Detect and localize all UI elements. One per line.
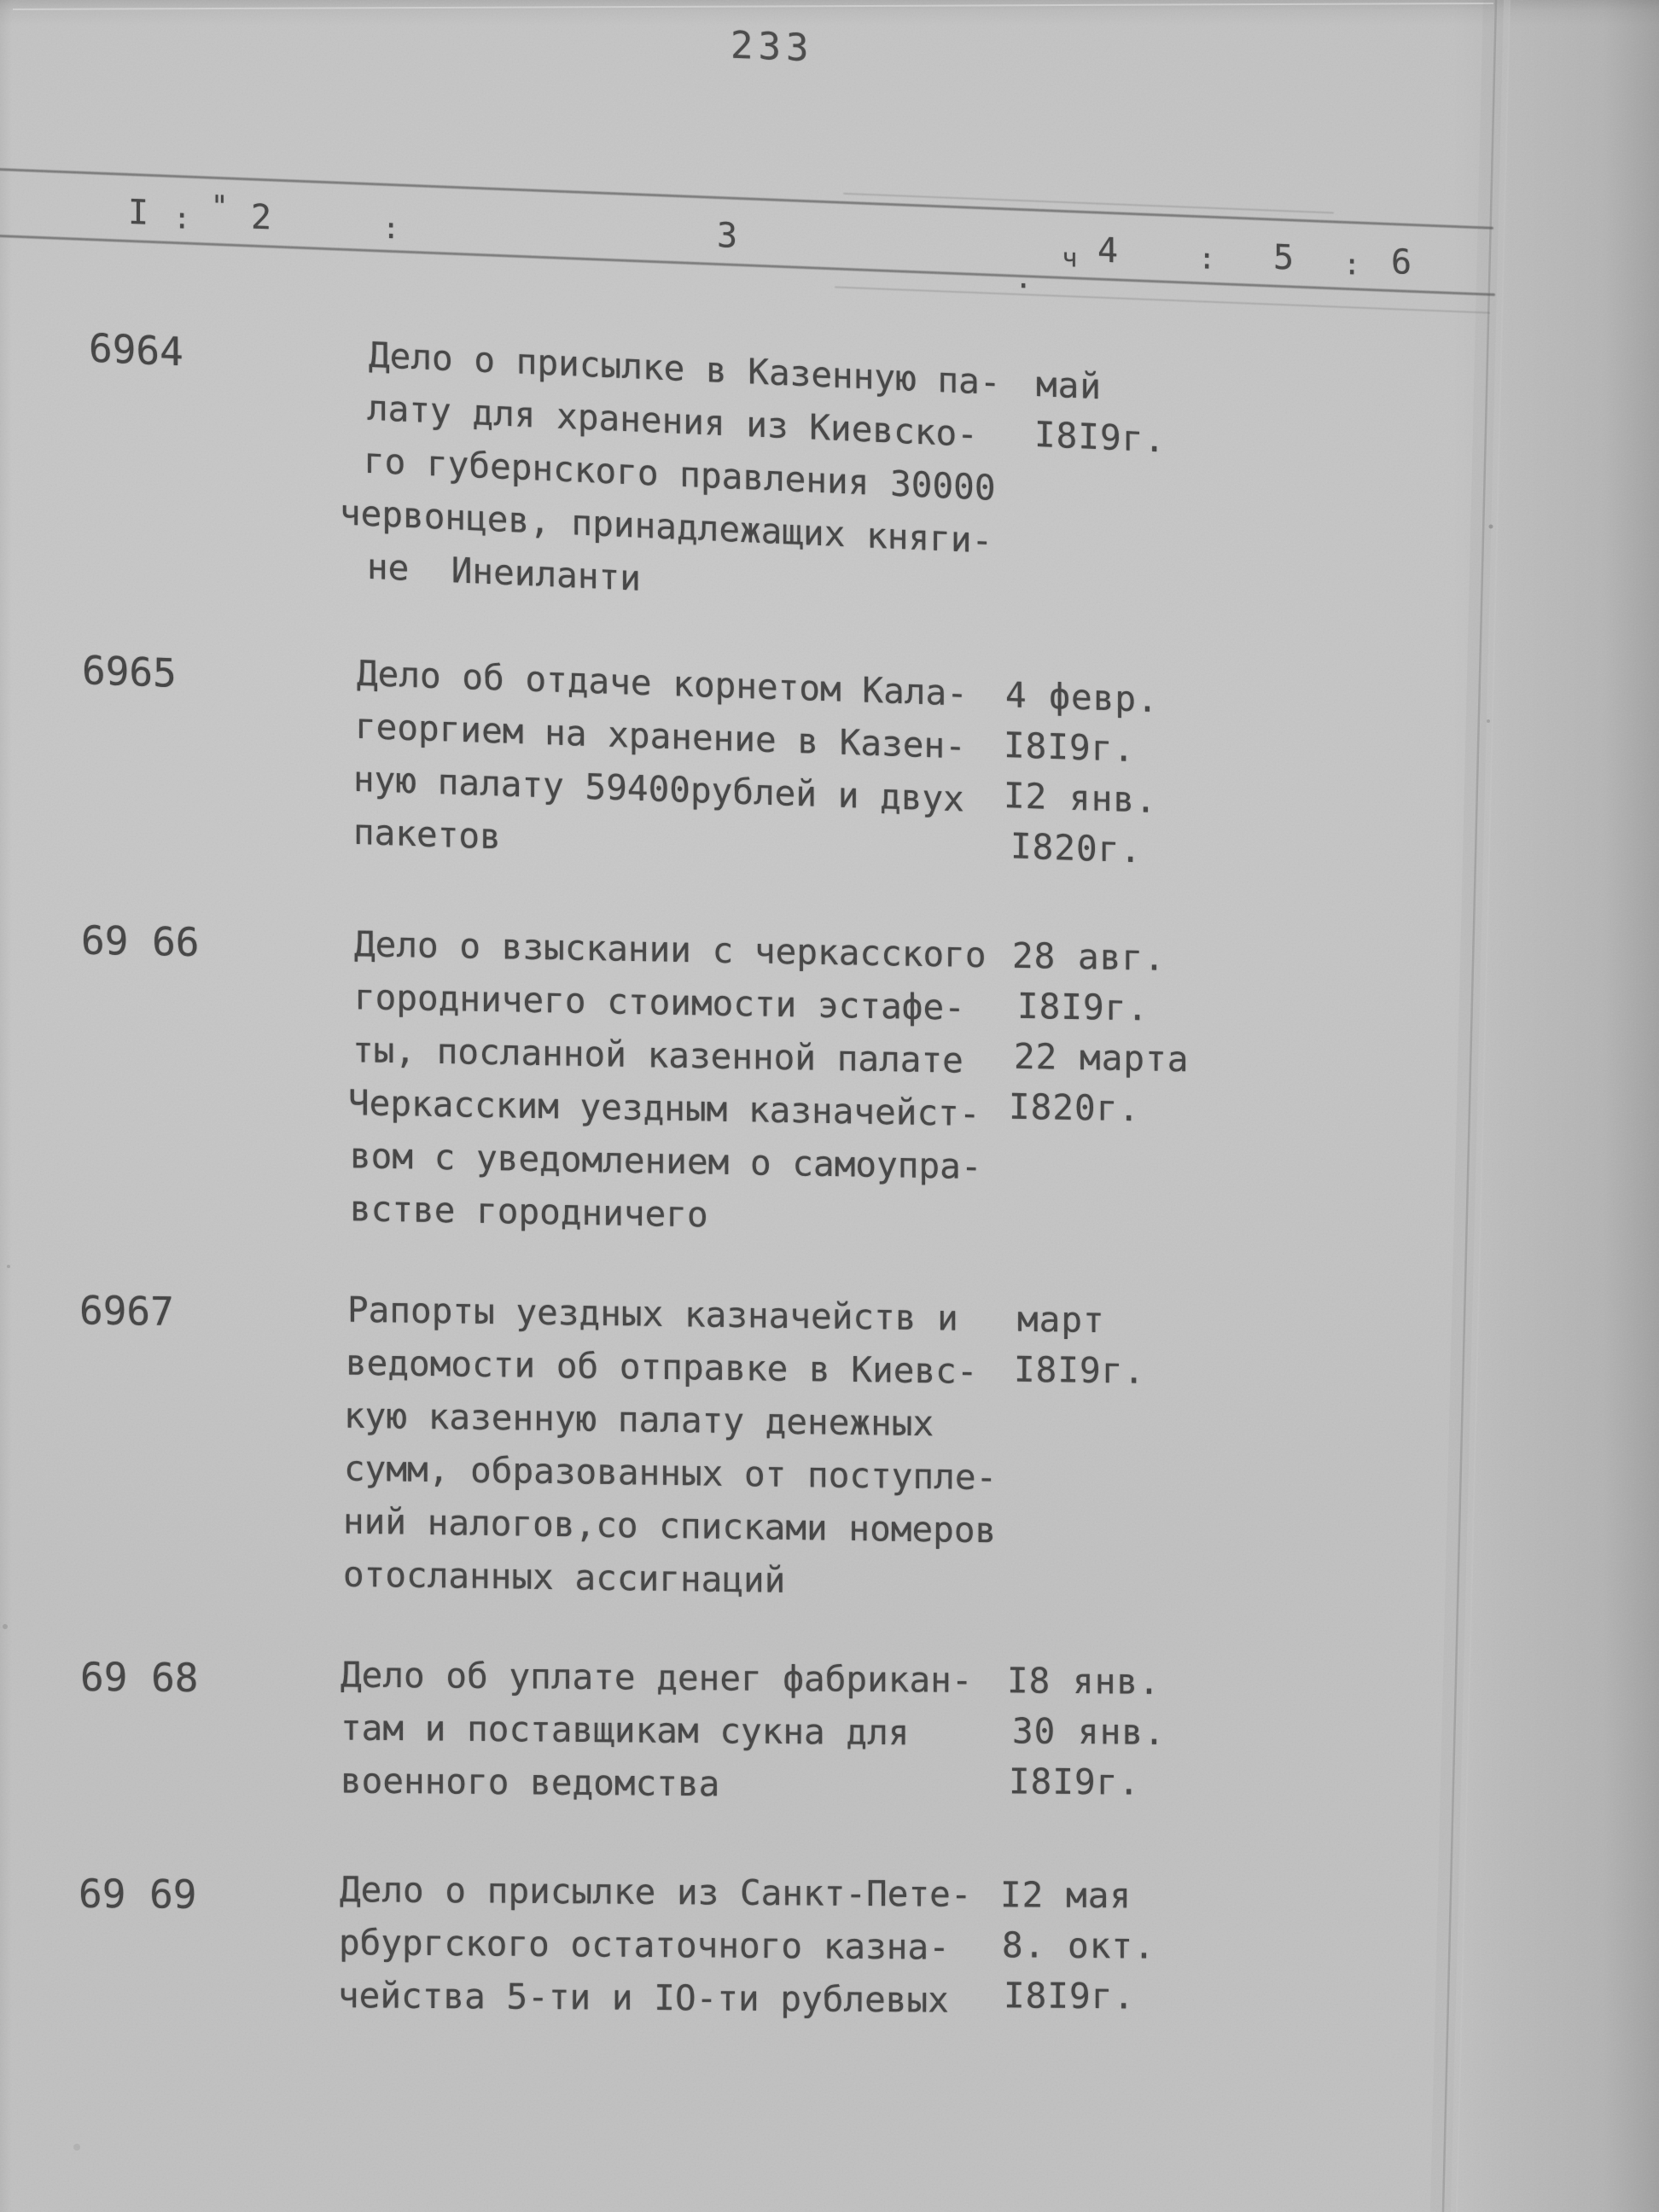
- entry-text-line: военного ведомства: [341, 1760, 720, 1805]
- entry-text-line: червонцев, принадлежащих княги-: [340, 492, 993, 562]
- inventory-entry: [0, 1866, 1659, 2021]
- entry-date-line: I820г.: [1009, 1086, 1141, 1130]
- entry-text-line: там и поставщикам сукна для: [341, 1707, 910, 1754]
- column-header-3: 3: [717, 216, 738, 256]
- entry-date-line: 22 марта: [1014, 1035, 1190, 1080]
- entry-text-line: Дело о присылке в Казенную па-: [369, 334, 1001, 404]
- entry-text-line: рбургского остаточного казна-: [339, 1922, 950, 1968]
- column-divider-icon: :: [173, 201, 191, 236]
- entry-date-line: I8I9г.: [1009, 1761, 1141, 1803]
- paper-speck: [1489, 525, 1493, 529]
- entry-date-line: I8I9г.: [1004, 1975, 1136, 2017]
- entry-date-line: I2 янв.: [1004, 775, 1157, 821]
- entry-number: 69 69: [79, 1870, 197, 1918]
- inventory-entry: [0, 1651, 1659, 1805]
- paper-speck: [73, 2144, 80, 2151]
- entry-date-line: I2 мая: [1000, 1874, 1132, 1917]
- entry-text-line: Черкасским уездным казначейст-: [348, 1082, 981, 1135]
- entry-date-line: I8I9г.: [1004, 725, 1136, 771]
- entry-date-line: I8 янв.: [1007, 1660, 1161, 1703]
- entry-text-line: кую казенную палату денежных: [344, 1394, 934, 1445]
- column-header-5: 5: [1273, 237, 1295, 278]
- entry-text-line: ную палату 59400рублей и двух: [353, 758, 964, 820]
- entry-text-line: городничего стоимости эстафе-: [354, 976, 965, 1028]
- column-header-6: 6: [1391, 242, 1412, 282]
- entry-text-line: вом с уведомлением о самоупра-: [350, 1135, 982, 1188]
- entry-text-line: ний налогов,со списками номеров: [343, 1500, 997, 1551]
- entry-text-line: не Инеиланти: [367, 545, 641, 599]
- entry-text-line: Дело об отдаче корнетом Кала-: [357, 652, 968, 714]
- column-divider-ch-icon: ч .: [1014, 242, 1078, 296]
- entry-text-line: го губернского правления 30000: [364, 439, 996, 509]
- column-divider-quote-icon: ": [211, 189, 229, 224]
- paper-speck: [3, 1624, 8, 1629]
- inventory-entry: [0, 1284, 1659, 1601]
- entry-date-line: 8. окт.: [1002, 1924, 1155, 1967]
- entry-number: 6967: [79, 1287, 174, 1335]
- header-rule-bottom: [0, 235, 1495, 296]
- paper-speck: [7, 1265, 10, 1268]
- entry-text-line: сумм, образованных от поступле-: [344, 1447, 998, 1499]
- entry-date-line: 4 февр.: [1005, 674, 1159, 721]
- entry-text-line: ты, посланной казенной палате: [352, 1029, 963, 1081]
- column-header-1: I: [128, 192, 149, 233]
- paper-speck: [1487, 719, 1490, 723]
- entry-number: 6964: [89, 324, 183, 375]
- column-divider-icon: :: [1343, 247, 1361, 282]
- entry-number: 69 66: [81, 917, 200, 966]
- entry-number: 69 68: [80, 1653, 199, 1702]
- entry-text-line: ведомости об отправке в Киевс-: [346, 1342, 978, 1392]
- entry-date-line: март: [1017, 1298, 1105, 1342]
- inventory-entry: [0, 917, 1659, 1236]
- entry-text-line: Дело о присылке из Санкт-Пете-: [340, 1869, 972, 1915]
- entry-text-line: чейства 5-ти и IO-ти рублевых: [338, 1975, 949, 2021]
- page-number: 233: [731, 23, 814, 71]
- column-divider-icon: :: [382, 211, 400, 247]
- entry-date-line: май: [1036, 364, 1103, 408]
- column-header-4: 4: [1097, 230, 1119, 271]
- entry-date-line: I820г.: [1010, 825, 1143, 871]
- entry-text-line: Рапорты уездных казначейств и: [347, 1289, 958, 1339]
- entry-text-line: отосланных ассигнаций: [343, 1553, 786, 1601]
- column-header-2: 2: [251, 197, 272, 238]
- entry-text-line: встве городничего: [350, 1188, 708, 1236]
- entry-date-line: I8I9г.: [1014, 1348, 1146, 1392]
- entry-text-line: Дело о взыскании с черкасского: [354, 923, 987, 976]
- entry-text-line: георгием на хранение в Казен-: [355, 705, 966, 767]
- entry-date-line: I8I9г.: [1034, 413, 1167, 461]
- entry-text-line: Дело об уплате денег фабрикан-: [341, 1654, 973, 1701]
- entry-date-line: I8I9г.: [1017, 985, 1150, 1029]
- entry-date-line: 30 янв.: [1012, 1710, 1166, 1753]
- entry-text-line: пакетов: [353, 811, 501, 858]
- entry-text-line: лату для хранения из Киевско-: [367, 387, 978, 456]
- entry-number: 6965: [82, 647, 177, 696]
- inventory-entry: [0, 641, 1659, 871]
- entry-date-line: 28 авг.: [1012, 934, 1166, 979]
- column-divider-icon: :: [1198, 242, 1216, 276]
